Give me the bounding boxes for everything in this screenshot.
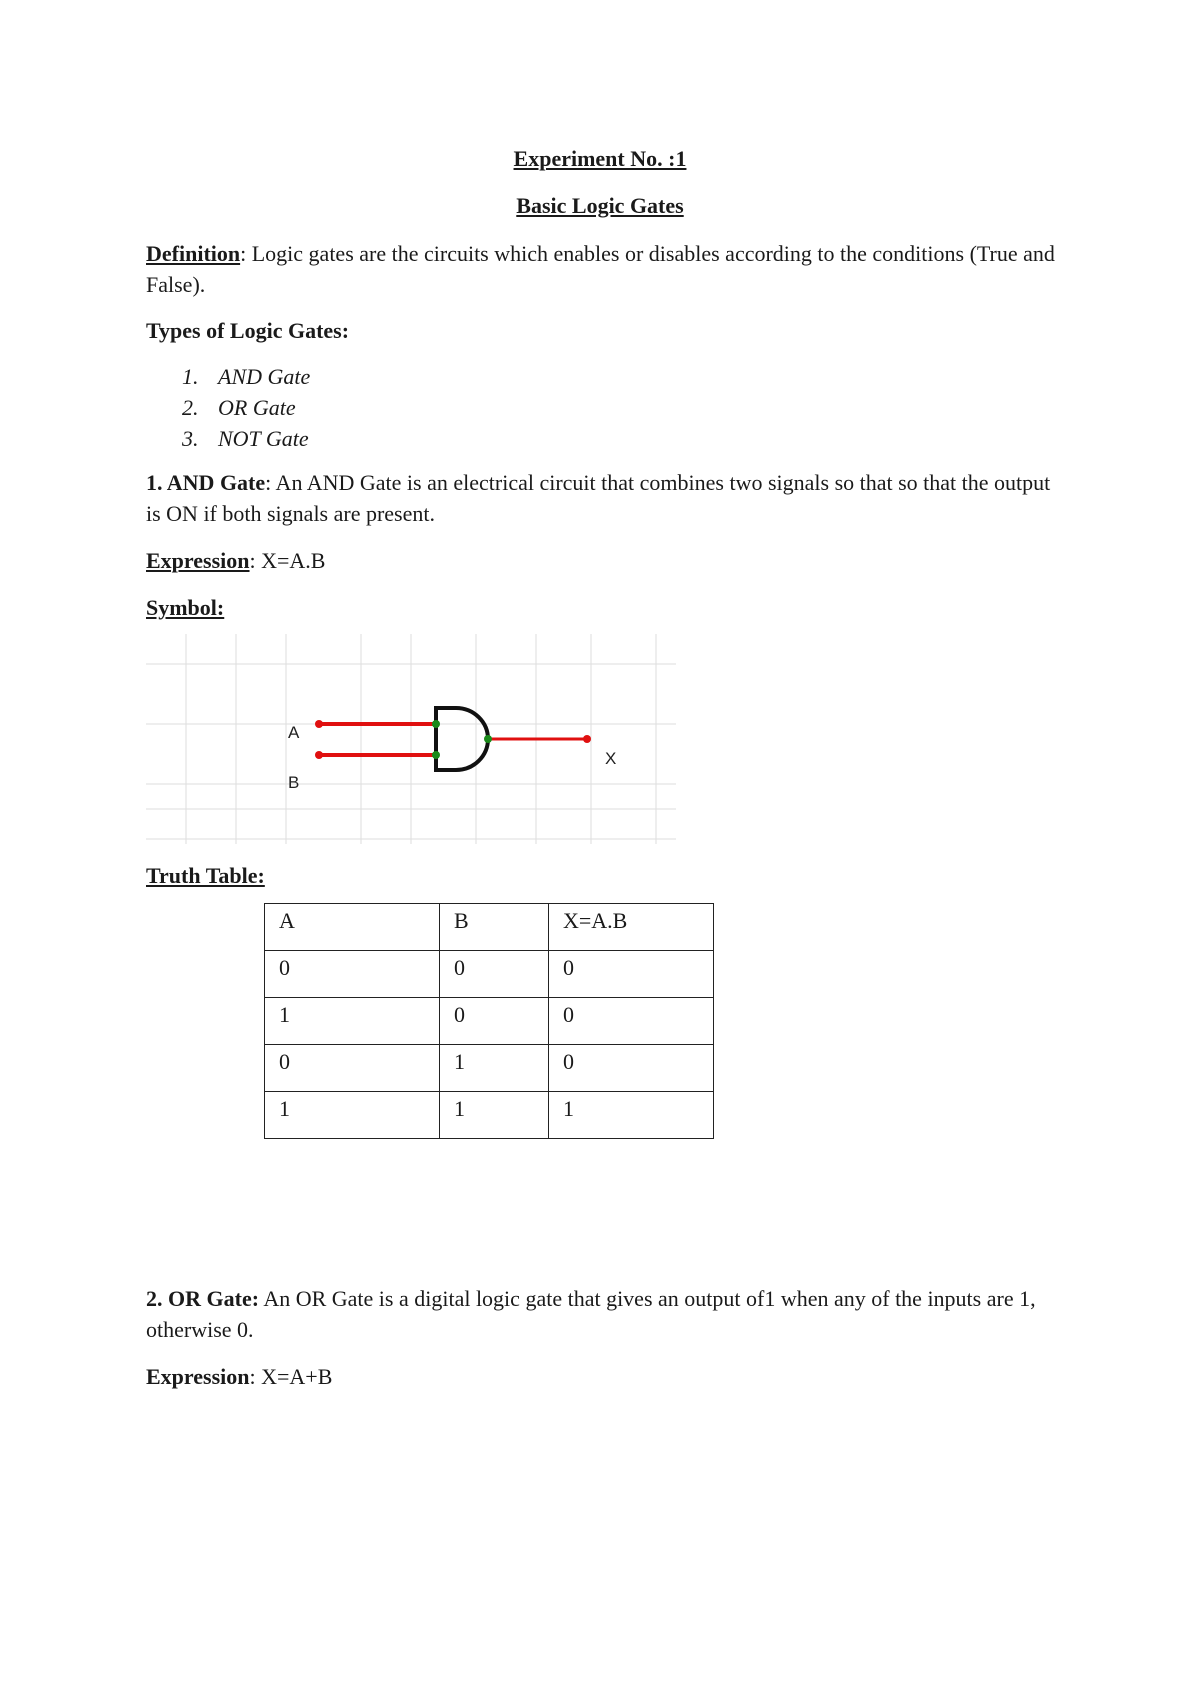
list-number: 3. xyxy=(182,426,199,451)
table-row xyxy=(265,1045,714,1092)
expression-label: Expression xyxy=(146,548,250,573)
table-cell: 1 xyxy=(440,1045,549,1092)
table-cell: 0 xyxy=(265,1045,440,1092)
table-header-cell: B xyxy=(440,904,549,951)
table-cell: 1 xyxy=(265,1092,440,1139)
and-gate-text: : An AND Gate is an electrical circuit that combines two signals so that so that the output is ON if both signals are present. xyxy=(146,470,1051,526)
and-gate-diagram xyxy=(146,634,676,844)
input-a-terminal xyxy=(315,720,323,728)
table-header-cell: X=A.B xyxy=(549,904,714,951)
and-expression-line xyxy=(146,545,1066,576)
definition-label: Definition xyxy=(146,241,241,266)
input-b-terminal xyxy=(315,751,323,759)
types-list-item xyxy=(182,392,296,423)
table-cell: 0 xyxy=(440,998,549,1045)
or-gate-heading: 2. OR Gate: xyxy=(146,1286,260,1311)
list-label: NOT Gate xyxy=(218,426,309,451)
node-output xyxy=(484,735,492,743)
table-cell: 0 xyxy=(265,951,440,998)
or-expression-line xyxy=(146,1361,1066,1392)
and-gate-heading: 1. AND Gate xyxy=(146,470,266,495)
definition-paragraph xyxy=(146,238,1066,300)
table-row xyxy=(265,1092,714,1139)
table-cell: 0 xyxy=(549,1045,714,1092)
label-x: X xyxy=(605,749,617,768)
list-number: 1. xyxy=(182,364,199,389)
table-header-cell: A xyxy=(265,904,440,951)
types-list-item xyxy=(182,423,309,454)
table-row xyxy=(265,998,714,1045)
list-number: 2. xyxy=(182,395,199,420)
table-cell: 0 xyxy=(440,951,549,998)
list-label: OR Gate xyxy=(218,395,296,420)
table-cell: 0 xyxy=(549,951,714,998)
diagram-grid xyxy=(146,634,676,844)
experiment-number: Experiment No. :1 xyxy=(513,146,687,171)
label-b: B xyxy=(288,773,300,792)
output-terminal xyxy=(583,735,591,743)
definition-text: : Logic gates are the circuits which enables or disables according to the conditions (True and False). xyxy=(146,241,1055,297)
node-b xyxy=(432,751,440,759)
or-gate-paragraph xyxy=(146,1283,1066,1345)
table-cell: 1 xyxy=(440,1092,549,1139)
types-heading: Types of Logic Gates: xyxy=(146,318,350,343)
truth-table xyxy=(264,903,714,1139)
table-row xyxy=(265,951,714,998)
table-cell: 1 xyxy=(265,998,440,1045)
symbol-label: Symbol: xyxy=(146,595,225,620)
label-a: A xyxy=(288,723,300,742)
truth-table-label: Truth Table: xyxy=(146,863,265,888)
types-list-item xyxy=(182,361,310,392)
table-cell: 1 xyxy=(549,1092,714,1139)
and-gate-body xyxy=(436,708,488,770)
page-title: Basic Logic Gates xyxy=(516,193,684,218)
table-cell: 0 xyxy=(549,998,714,1045)
or-gate-text: An OR Gate is a digital logic gate that gives an output of1 when any of the inputs are 1, otherwise 0. xyxy=(146,1286,1036,1342)
table-header-row xyxy=(265,904,714,951)
node-a xyxy=(432,720,440,728)
and-gate-paragraph xyxy=(146,467,1066,529)
expression-value: : X=A.B xyxy=(249,548,326,573)
or-expression-value: : X=A+B xyxy=(249,1364,333,1389)
or-expression-label: Expression xyxy=(146,1364,250,1389)
list-label: AND Gate xyxy=(218,364,311,389)
